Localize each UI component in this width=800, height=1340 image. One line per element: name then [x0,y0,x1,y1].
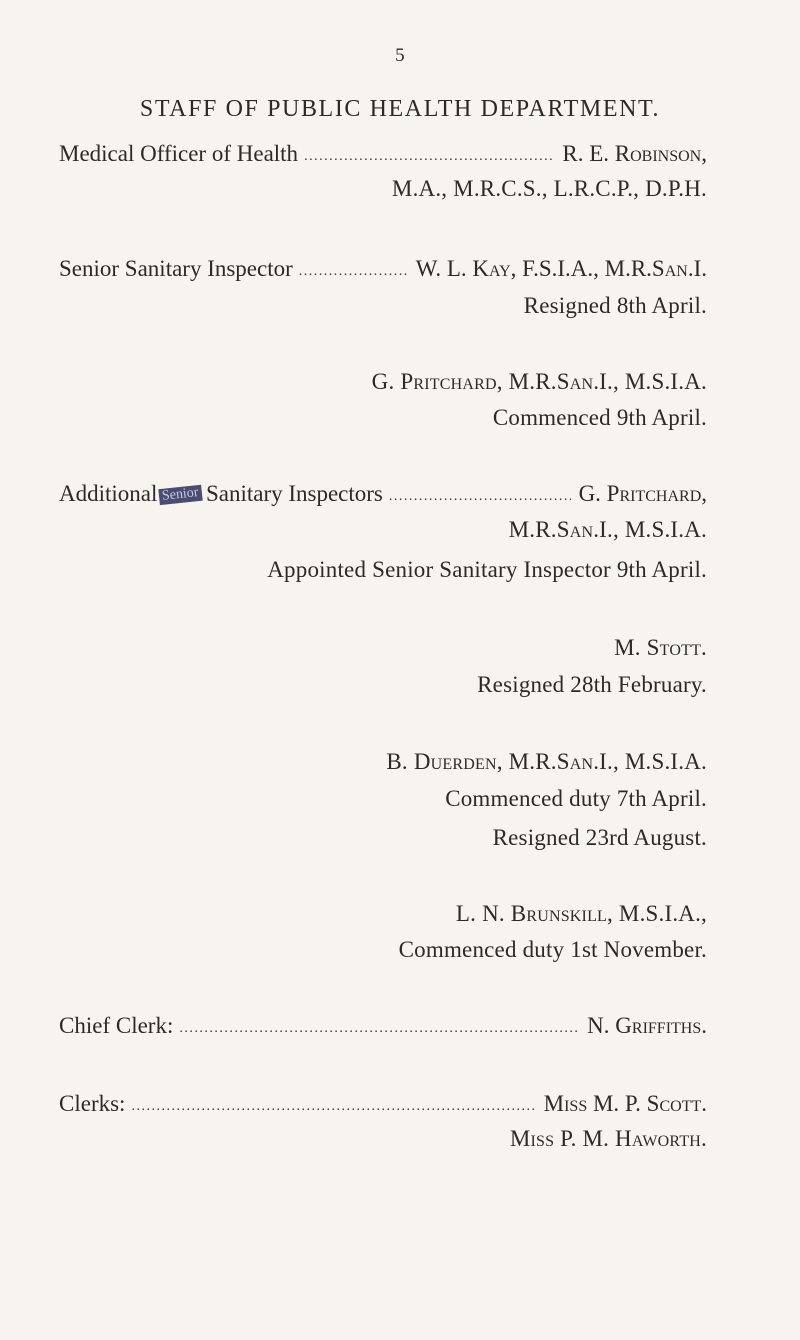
dot-leader [131,1100,535,1114]
clerks-row [59,1092,707,1120]
additional-inspectors-role-suffix: Sanitary Inspectors [205,481,383,506]
inspector-note: Commenced duty 1st November. [398,937,707,962]
medical-officer-role: Medical Officer of Health [59,141,299,166]
medical-officer-name: R. E. Robinson, [562,141,707,166]
senior-inspector-name: W. L. Kay, F.S.I.A., M.R.San.I. [415,256,707,281]
page-number: 5 [395,45,405,66]
struck-out-word: Senior [159,485,203,505]
inspector-note: Resigned 28th February. [477,672,707,697]
clerk-name: Miss M. P. Scott. [543,1091,707,1116]
chief-clerk-row [59,1014,707,1042]
inspector-note-2: Resigned 23rd August. [492,825,707,850]
dot-leader [299,265,408,279]
inspector-qualifications: M.R.San.I., M.S.I.A. [508,517,707,542]
senior-inspector-successor-note: Commenced 9th April. [492,405,707,430]
senior-inspector-row [59,257,707,285]
medical-officer-qualifications: M.A., M.R.C.S., L.R.C.P., D.P.H. [391,176,707,201]
inspector-note: Appointed Senior Sanitary Inspector 9th April. [267,557,707,582]
chief-clerk-name: N. Griffiths. [587,1013,707,1038]
medical-officer-row [59,142,707,170]
inspector-name: G. Pritchard, [578,481,707,506]
dot-leader [304,150,554,164]
senior-inspector-successor-name: G. Pritchard, M.R.San.I., M.S.I.A. [371,369,707,394]
senior-inspector-role: Senior Sanitary Inspector [59,256,293,281]
dot-leader [389,490,571,504]
senior-inspector-note: Resigned 8th April. [523,293,707,318]
inspector-name: L. N. Brunskill, M.S.I.A., [455,901,707,926]
inspector-name: B. Duerden, M.R.San.I., M.S.I.A. [386,749,707,774]
inspector-name: M. Stott. [614,635,707,660]
page-title: STAFF OF PUBLIC HEALTH DEPARTMENT. [139,96,661,122]
inspector-note: Commenced duty 7th April. [445,786,707,811]
dot-leader [179,1022,579,1036]
additional-inspectors-row [59,482,707,510]
additional-inspectors-role-prefix: Additional [59,481,158,506]
chief-clerk-role: Chief Clerk: [59,1013,174,1038]
clerks-role: Clerks: [59,1091,126,1116]
clerk-name: Miss P. M. Haworth. [509,1126,707,1151]
